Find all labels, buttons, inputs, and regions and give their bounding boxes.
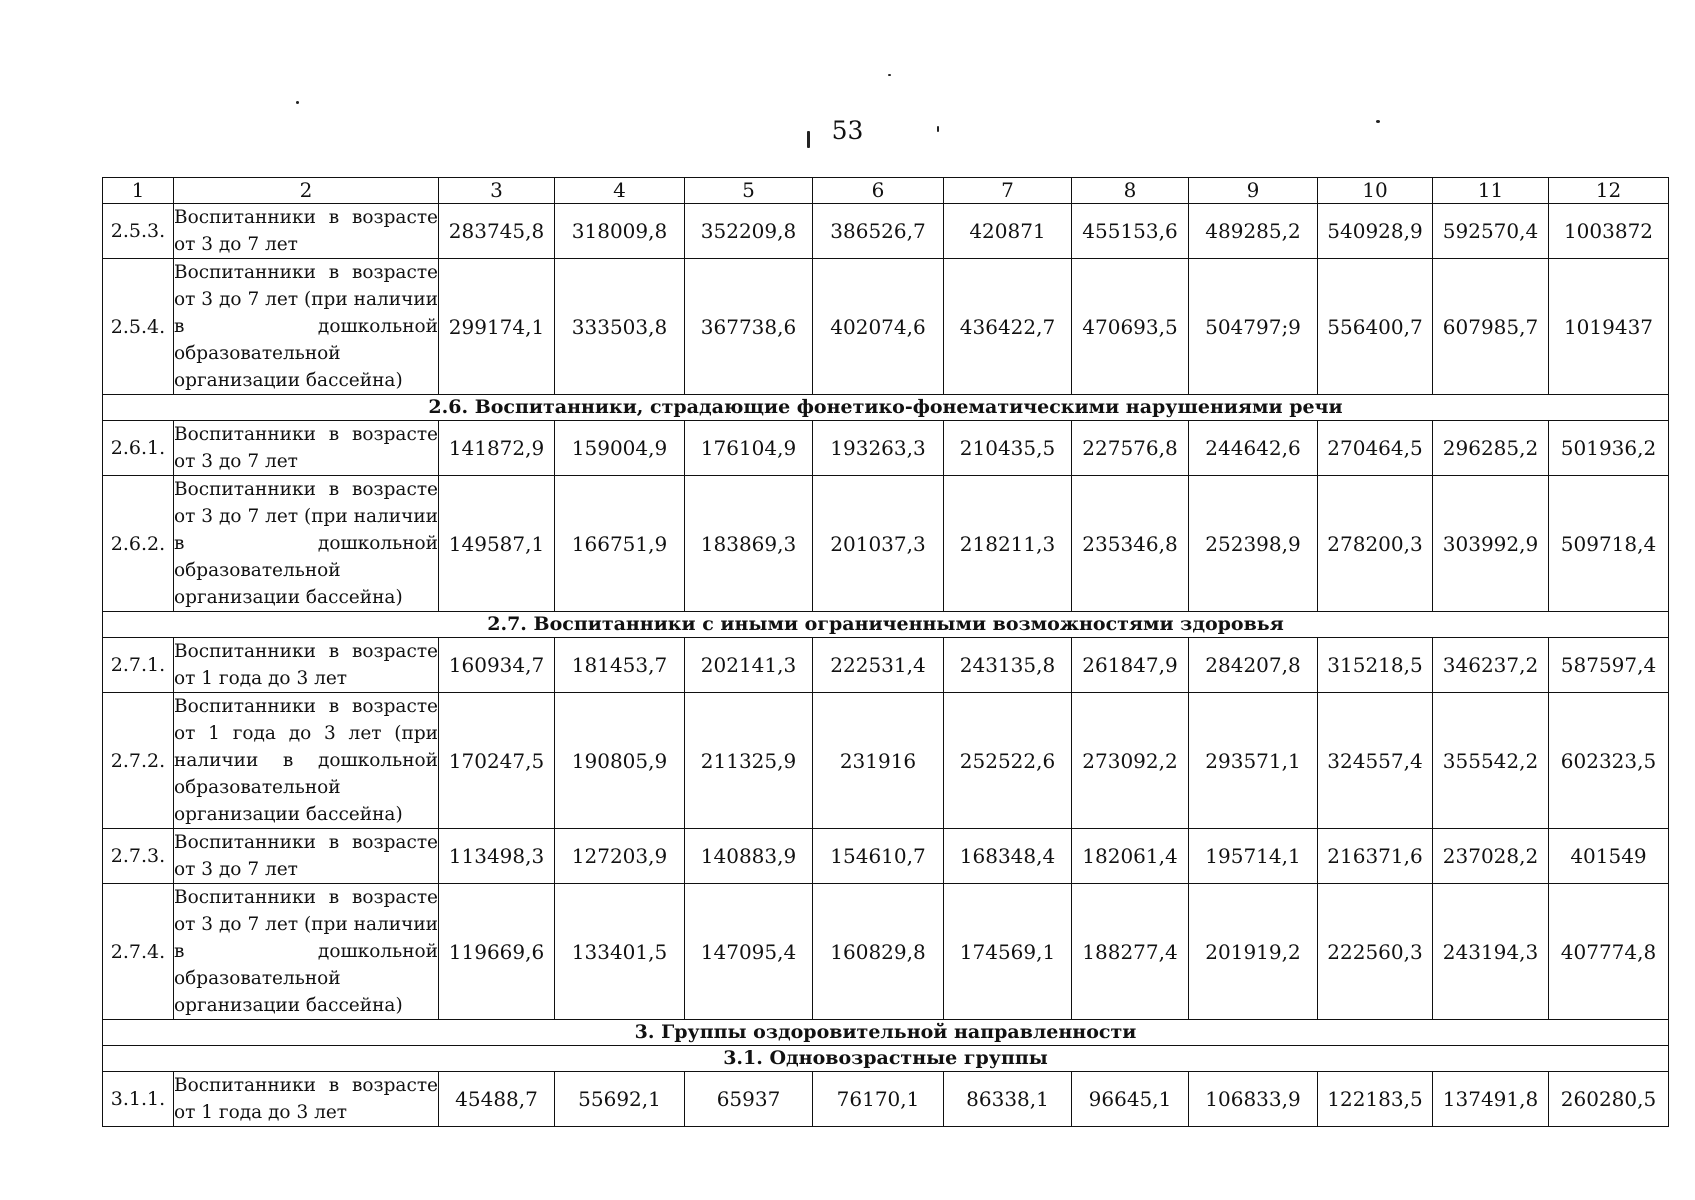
value-cell: 318009,8 [555, 204, 685, 259]
value-cell: 509718,4 [1549, 476, 1669, 612]
column-number: 11 [1433, 178, 1549, 204]
row-code: 2.6.2. [103, 476, 174, 612]
row-code: 3.1.1. [103, 1072, 174, 1127]
section-heading: 2.6. Воспитанники, страдающие фонетико-фонематическими нарушениями речи [103, 395, 1669, 421]
value-cell: 587597,4 [1549, 638, 1669, 693]
column-number: 7 [944, 178, 1072, 204]
value-cell: 607985,7 [1433, 259, 1549, 395]
value-cell: 210435,5 [944, 421, 1072, 476]
section-heading-row [103, 612, 1669, 638]
value-cell: 346237,2 [1433, 638, 1549, 693]
value-cell: 216371,6 [1318, 829, 1433, 884]
value-cell: 283745,8 [439, 204, 555, 259]
row-description: Воспитанники в возрасте от 3 до 7 лет (при наличии в дошкольной образовательной организации бассейна) [174, 259, 439, 395]
column-number-row [103, 178, 1669, 204]
table-row [103, 829, 1669, 884]
value-cell: 261847,9 [1072, 638, 1189, 693]
value-cell: 303992,9 [1433, 476, 1549, 612]
value-cell: 96645,1 [1072, 1072, 1189, 1127]
value-cell: 540928,9 [1318, 204, 1433, 259]
value-cell: 141872,9 [439, 421, 555, 476]
row-code: 2.6.1. [103, 421, 174, 476]
value-cell: 166751,9 [555, 476, 685, 612]
value-cell: 273092,2 [1072, 693, 1189, 829]
value-cell: 367738,6 [685, 259, 813, 395]
value-cell: 401549 [1549, 829, 1669, 884]
value-cell: 160934,7 [439, 638, 555, 693]
value-cell: 159004,9 [555, 421, 685, 476]
value-cell: 190805,9 [555, 693, 685, 829]
row-code: 2.5.3. [103, 204, 174, 259]
scan-speck [888, 74, 891, 76]
row-code: 2.7.3. [103, 829, 174, 884]
value-cell: 183869,3 [685, 476, 813, 612]
table-row [103, 204, 1669, 259]
row-description: Воспитанники в возрасте от 3 до 7 лет [174, 204, 439, 259]
table-row [103, 259, 1669, 395]
section-heading-row [103, 395, 1669, 421]
column-number: 8 [1072, 178, 1189, 204]
value-cell: 252398,9 [1189, 476, 1318, 612]
value-cell: 278200,3 [1318, 476, 1433, 612]
value-cell: 293571,1 [1189, 693, 1318, 829]
section-heading: 3.1. Одновозрастные группы [103, 1046, 1669, 1072]
table-row [103, 638, 1669, 693]
scan-speck [937, 126, 939, 132]
column-number: 3 [439, 178, 555, 204]
value-cell: 386526,7 [813, 204, 944, 259]
value-cell: 106833,9 [1189, 1072, 1318, 1127]
value-cell: 602323,5 [1549, 693, 1669, 829]
row-description: Воспитанники в возрасте от 3 до 7 лет [174, 829, 439, 884]
value-cell: 147095,4 [685, 884, 813, 1020]
value-cell: 501936,2 [1549, 421, 1669, 476]
value-cell: 181453,7 [555, 638, 685, 693]
value-cell: 140883,9 [685, 829, 813, 884]
column-number: 1 [103, 178, 174, 204]
value-cell: 193263,3 [813, 421, 944, 476]
value-cell: 65937 [685, 1072, 813, 1127]
value-cell: 315218,5 [1318, 638, 1433, 693]
value-cell: 470693,5 [1072, 259, 1189, 395]
table-row [103, 476, 1669, 612]
scan-speck [296, 101, 299, 104]
column-number: 4 [555, 178, 685, 204]
table-row [103, 693, 1669, 829]
column-number: 6 [813, 178, 944, 204]
row-code: 2.5.4. [103, 259, 174, 395]
value-cell: 122183,5 [1318, 1072, 1433, 1127]
value-cell: 237028,2 [1433, 829, 1549, 884]
value-cell: 270464,5 [1318, 421, 1433, 476]
value-cell: 127203,9 [555, 829, 685, 884]
value-cell: 299174,1 [439, 259, 555, 395]
row-description: Воспитанники в возрасте от 1 года до 3 лет (при наличии в дошкольной образовательной организации бассейна) [174, 693, 439, 829]
value-cell: 244642,6 [1189, 421, 1318, 476]
value-cell: 211325,9 [685, 693, 813, 829]
value-cell: 227576,8 [1072, 421, 1189, 476]
value-cell: 182061,4 [1072, 829, 1189, 884]
value-cell: 436422,7 [944, 259, 1072, 395]
value-cell: 296285,2 [1433, 421, 1549, 476]
value-cell: 1019437 [1549, 259, 1669, 395]
value-cell: 243135,8 [944, 638, 1072, 693]
value-cell: 113498,3 [439, 829, 555, 884]
value-cell: 222531,4 [813, 638, 944, 693]
section-heading-row [103, 1020, 1669, 1046]
value-cell: 260280,5 [1549, 1072, 1669, 1127]
value-cell: 352209,8 [685, 204, 813, 259]
scan-speck [807, 131, 810, 148]
value-cell: 76170,1 [813, 1072, 944, 1127]
column-number: 10 [1318, 178, 1433, 204]
value-cell: 170247,5 [439, 693, 555, 829]
row-description: Воспитанники в возрасте от 3 до 7 лет [174, 421, 439, 476]
value-cell: 243194,3 [1433, 884, 1549, 1020]
row-code: 2.7.2. [103, 693, 174, 829]
value-cell: 455153,6 [1072, 204, 1189, 259]
table-row [103, 421, 1669, 476]
column-number: 5 [685, 178, 813, 204]
row-code: 2.7.1. [103, 638, 174, 693]
value-cell: 284207,8 [1189, 638, 1318, 693]
value-cell: 45488,7 [439, 1072, 555, 1127]
row-description: Воспитанники в возрасте от 3 до 7 лет (при наличии в дошкольной образовательной организации бассейна) [174, 476, 439, 612]
table-row [103, 884, 1669, 1020]
value-cell: 235346,8 [1072, 476, 1189, 612]
value-cell: 202141,3 [685, 638, 813, 693]
row-description: Воспитанники в возрасте от 1 года до 3 лет [174, 1072, 439, 1127]
row-description: Воспитанники в возрасте от 3 до 7 лет (при наличии в дошкольной образовательной организации бассейна) [174, 884, 439, 1020]
value-cell: 119669,6 [439, 884, 555, 1020]
value-cell: 174569,1 [944, 884, 1072, 1020]
value-cell: 137491,8 [1433, 1072, 1549, 1127]
page-number: 53 [831, 116, 864, 145]
value-cell: 504797;9 [1189, 259, 1318, 395]
value-cell: 188277,4 [1072, 884, 1189, 1020]
value-cell: 195714,1 [1189, 829, 1318, 884]
value-cell: 420871 [944, 204, 1072, 259]
value-cell: 407774,8 [1549, 884, 1669, 1020]
value-cell: 592570,4 [1433, 204, 1549, 259]
section-heading: 3. Группы оздоровительной направленности [103, 1020, 1669, 1046]
row-code: 2.7.4. [103, 884, 174, 1020]
value-cell: 324557,4 [1318, 693, 1433, 829]
tariff-table [102, 177, 1669, 1127]
table-body [103, 204, 1669, 1127]
value-cell: 86338,1 [944, 1072, 1072, 1127]
value-cell: 201919,2 [1189, 884, 1318, 1020]
value-cell: 55692,1 [555, 1072, 685, 1127]
row-description: Воспитанники в возрасте от 1 года до 3 лет [174, 638, 439, 693]
value-cell: 133401,5 [555, 884, 685, 1020]
value-cell: 252522,6 [944, 693, 1072, 829]
value-cell: 1003872 [1549, 204, 1669, 259]
value-cell: 154610,7 [813, 829, 944, 884]
value-cell: 149587,1 [439, 476, 555, 612]
value-cell: 231916 [813, 693, 944, 829]
scan-speck [1376, 120, 1380, 123]
section-heading: 2.7. Воспитанники с иными ограниченными возможностями здоровья [103, 612, 1669, 638]
column-number: 2 [174, 178, 439, 204]
value-cell: 489285,2 [1189, 204, 1318, 259]
value-cell: 222560,3 [1318, 884, 1433, 1020]
value-cell: 333503,8 [555, 259, 685, 395]
value-cell: 556400,7 [1318, 259, 1433, 395]
value-cell: 218211,3 [944, 476, 1072, 612]
value-cell: 160829,8 [813, 884, 944, 1020]
value-cell: 355542,2 [1433, 693, 1549, 829]
value-cell: 176104,9 [685, 421, 813, 476]
value-cell: 402074,6 [813, 259, 944, 395]
column-number: 12 [1549, 178, 1669, 204]
section-heading-row [103, 1046, 1669, 1072]
value-cell: 168348,4 [944, 829, 1072, 884]
column-number: 9 [1189, 178, 1318, 204]
table-row [103, 1072, 1669, 1127]
value-cell: 201037,3 [813, 476, 944, 612]
